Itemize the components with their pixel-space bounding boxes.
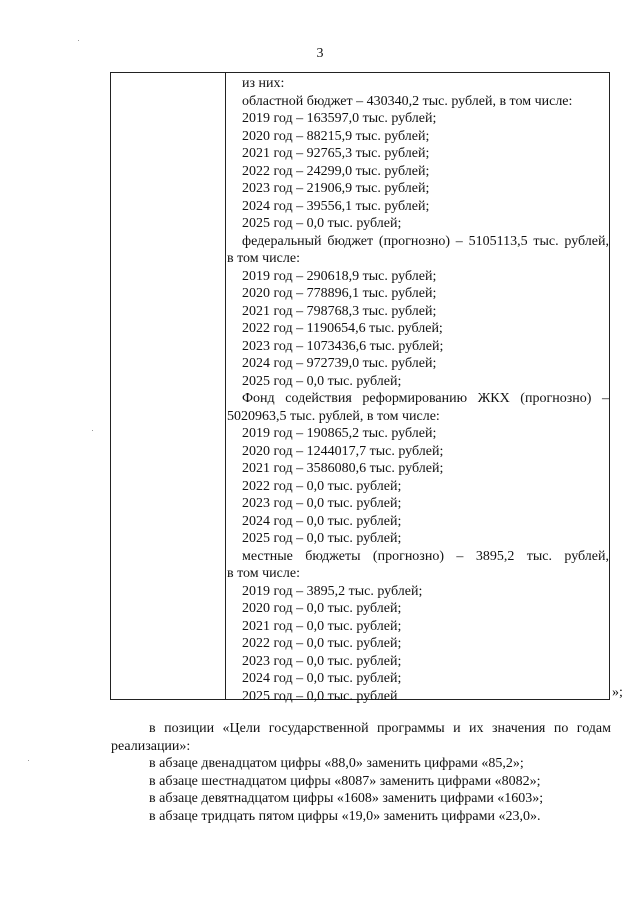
scan-speck <box>28 760 29 761</box>
table-line: 2024 год – 39556,1 тыс. рублей; <box>242 198 430 214</box>
funding-cell <box>227 75 609 705</box>
table-line: 2021 год – 0,0 тыс. рублей; <box>242 618 402 634</box>
table-line: 2019 год – 190865,2 тыс. рублей; <box>242 426 437 441</box>
table-line: в том числе: <box>227 566 300 581</box>
table-line: в том числе: <box>227 251 300 266</box>
table-line: 2024 год – 972739,0 тыс. рублей; <box>242 356 437 371</box>
table-line: 2025 год – 0,0 тыс. рублей; <box>242 531 402 546</box>
scan-speck <box>78 40 79 41</box>
table-line: 2022 год – 0,0 тыс. рублей; <box>242 636 402 651</box>
table-line: 2022 год – 0,0 тыс. рублей; <box>242 478 402 494</box>
table-line: областной бюджет – 430340,2 тыс. рублей, в том числе: <box>242 93 573 109</box>
amendments-text <box>111 720 611 825</box>
page-number: 3 <box>316 46 324 61</box>
table-line: 2020 год – 88215,9 тыс. рублей; <box>242 128 430 144</box>
table-line: 2025 год – 0,0 тыс. рублей; <box>242 373 402 389</box>
scan-speck <box>92 430 93 431</box>
column-divider <box>225 73 226 699</box>
table-line: 2023 год – 0,0 тыс. рублей; <box>242 653 402 669</box>
table-line: 2019 год – 290618,9 тыс. рублей; <box>242 268 437 284</box>
table-line: 2023 год – 0,0 тыс. рублей; <box>242 496 402 511</box>
passport-table <box>110 72 610 704</box>
amendment-intro: в позиции «Цели государственной программы и их значения по годам реализации»: <box>111 721 611 754</box>
table-line: 2022 год – 1190654,6 тыс. рублей; <box>242 321 443 336</box>
table-line: 2021 год – 3586080,6 тыс. рублей; <box>242 461 444 476</box>
table-line: 2020 год – 1244017,7 тыс. рублей; <box>242 443 444 459</box>
table-line: 2024 год – 0,0 тыс. рублей; <box>242 671 402 686</box>
table-line: Фонд содействия реформированию ЖКХ (прогнозно) – <box>242 391 609 406</box>
amendment-item: в абзаце двенадцатом цифры «88,0» заменить цифрами «85,2»; <box>149 756 524 771</box>
table-line: 2021 год – 798768,3 тыс. рублей; <box>242 303 437 319</box>
table-line: 2025 год – 0,0 тыс. рублей <box>242 688 398 704</box>
table-line: 2023 год – 21906,9 тыс. рублей; <box>242 181 430 196</box>
table-line: 5020963,5 тыс. рублей, в том числе: <box>227 408 440 424</box>
table-line: 2021 год – 92765,3 тыс. рублей; <box>242 146 430 161</box>
table-line: 2019 год – 163597,0 тыс. рублей; <box>242 111 437 126</box>
table-line: 2024 год – 0,0 тыс. рублей; <box>242 513 402 529</box>
table-line: из них: <box>242 76 285 91</box>
amendment-item: в абзаце тридцать пятом цифры «19,0» заменить цифрами «23,0». <box>149 808 541 824</box>
table-line: 2023 год – 1073436,6 тыс. рублей; <box>242 338 444 354</box>
table-line: 2020 год – 778896,1 тыс. рублей; <box>242 286 437 301</box>
amendment-item: в абзаце шестнадцатом цифры «8087» заменить цифрами «8082»; <box>149 773 541 789</box>
table-line: 2020 год – 0,0 тыс. рублей; <box>242 601 402 616</box>
table-line: 2019 год – 3895,2 тыс. рублей; <box>242 583 423 599</box>
table-line: 2022 год – 24299,0 тыс. рублей; <box>242 163 430 179</box>
table-line: местные бюджеты (прогнозно) – 3895,2 тыс. рублей, <box>242 548 609 564</box>
amendment-item: в абзаце девятнадцатом цифры «1608» заменить цифрами «1603»; <box>149 791 544 806</box>
table-line: федеральный бюджет (прогнозно) – 5105113,5 тыс. рублей, <box>242 233 609 249</box>
closing-quote-mark: »; <box>612 685 623 700</box>
table-line: 2025 год – 0,0 тыс. рублей; <box>242 216 402 231</box>
